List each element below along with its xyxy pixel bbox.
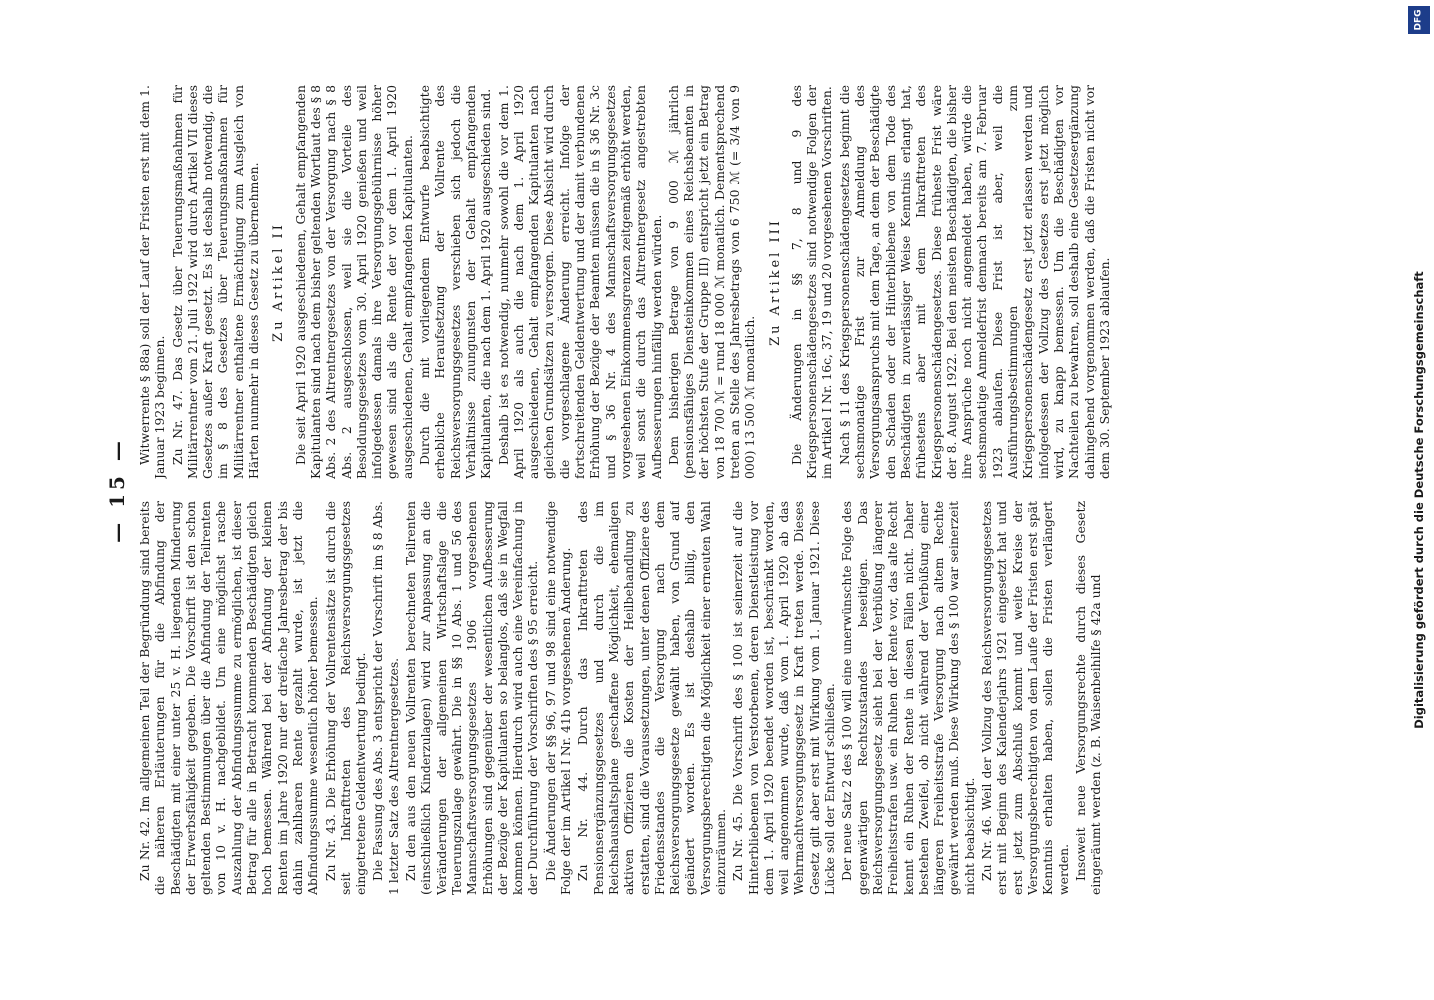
paragraph: Witwerrente § 88a) soll der Lauf der Fristen erst mit dem 1. Januar 1923 beginnen. bbox=[137, 85, 168, 479]
document-page bbox=[105, 85, 1315, 895]
paragraph: Die seit April 1920 ausgeschiedenen, Gehalt empfangenden Kapitulanten sind nach dem bisher geltenden Wortlaut des § 8 Abs. 2 des Altrentnergesetzes von der Versorgung nach § 8 Abs. 2 ausgeschlossen, weil sie die Vorteile des Besoldungsgesetzes vom 30. April 1920 genießen und weil infolgedessen damals ihre Versorgungsgebührnisse höher gewesen sind als die Rente der vor dem 1. April 1920 ausgeschiedenen, Gehalt empfangenden Kapitulanten. bbox=[292, 85, 415, 479]
column-right bbox=[137, 85, 1307, 479]
digitization-sidebar bbox=[1404, 0, 1434, 1000]
paragraph: Dem bisherigen Betrage von 9 000 ℳ jährlich (pensionsfähiges Diensteinkommen eines Reichsbeamten in der höchsten Stufe der Gruppe III) entspricht jetzt ein Betrag von 18 700 ℳ = rund 18 000 ℳ monatlich. Dementsprechend treten an Stelle des Jahresbetrags von 6 750 ℳ (= 3/4 von 9 000) 13 500 ℳ monatlich. bbox=[665, 85, 758, 479]
section-heading: Zu Artikel II bbox=[271, 222, 287, 342]
paragraph: Die Änderungen in §§ 7, 8 und 9 des Kriegspersonenschädengesetzes sind notwendige Folgen der im Artikel I Nr. 16c, 37, 19 und 20 vorgesehenen Vorschriften. bbox=[788, 85, 835, 479]
paragraph: Nach § 11 des Kriegspersonenschädengesetzes beginnt die sechsmonatige Frist zur Anmeldung des Versorgungsanspruchs mit dem Tage, an dem der Beschädigte den Schaden oder der Hinterbliebene von dem Tode des Beschädigten in zuverlässiger Weise Kenntnis erlangt hat, frühestens aber mit dem Inkrafttreten des Kriegspersonenschädengesetzes. Diese früheste Frist wäre der 8. August 1922. Bei den meisten Beschädigten, die bisher ihre Ansprüche noch nicht angemeldet haben, würde die sechsmonatige Anmeldefrist demnach bereits am 7. Februar 1923 ablaufen. Diese Frist ist aber, weil die Ausführungsbestimmungen zum Kriegspersonenschädengesetz erst jetzt erlassen werden und infolgedessen der Vollzug des Gesetzes erst jetzt möglich wird, zu knapp bemessen. Um die Beschädigten vor Nachteilen zu bewahren, soll deshalb eine Gesetzesergänzung dahingehend vorgenommen werden, daß die Fristen nicht vor dem 30. September 1923 ablaufen. bbox=[836, 85, 1112, 479]
column-left bbox=[137, 501, 1307, 895]
paragraph: Deshalb ist es notwendig, nunmehr sowohl die vor dem 1. April 1920 als auch die nach dem 1. April 1920 ausgeschiedenen, Gehalt empfangenden Kapitulanten nach gleichen Grundsätzen zu versorgen. Diese Absicht wird durch die vorgeschlagene Änderung erreicht. Infolge der fortschreitenden Geldentwertung und der damit verbundenen Erhöhung der Bezüge der Beamten müssen die in § 36 Nr. 3c und § 36 Nr. 4 des Mannschaftsversorgungsgesetzes vorgesehenen Einkommensgrenzen zeitgemäß erhöht werden, weil sonst die durch das Altrentnergesetz angestrebten Aufbesserungen hinfällig werden würden. bbox=[495, 85, 664, 479]
paragraph: Zu Nr. 46. Weil der Vollzug des Reichsversorgungsgesetzes erst mit Beginn des Kalenderjahrs 1921 eingesetzt hat und erst jetzt zum Abschluß kommt und weite Kreise der Versorgungsberechtigten von dem Laufe der Fristen erst spät Kenntnis erhalten haben, sollen die Fristen verlängert werden. bbox=[979, 501, 1071, 895]
paragraph: Die Änderungen der §§ 96, 97 und 98 sind eine notwendige Folge der im Artikel I Nr. 41b vorgesehenen Änderung. bbox=[542, 501, 574, 895]
paragraph: Zu Nr. 47. Das Gesetz über Teuerungsmaßnahmen für Militärrentner vom 21. Juli 1922 wird durch Artikel VII dieses Gesetzes außer Kraft gesetzt. Es ist deshalb notwendig, die im § 8 des Gesetzes über Teuerungsmaßnahmen für Militärrentner enthaltene Ermächtigung zum Ausgleich von Härten nunmehr in dieses Gesetz zu übernehmen. bbox=[169, 85, 262, 479]
paragraph: Zu Nr. 42. Im allgemeinen Teil der Begründung sind bereits die näheren Erläuterungen für die Abfindung der Beschädigten mit einer unter 25 v. H. liegenden Minderung der Erwerbsfähigkeit gegeben. Die Vorschrift ist den schon geltenden Bestimmungen über die Abfindung der Teilrenten von 10 v. H. nachgebildet. Um eine möglichst rasche Auszahlung der Abfindungssumme zu ermöglichen, ist dieser Betrag für alle in Betracht kommenden Beschädigten gleich hoch bemessen. Während bei der Abfindung der kleinen Renten im Jahre 1920 nur der dreifache Jahresbetrag der bis dahin zahlbaren Rente gezahlt wurde, ist jetzt die Abfindungssumme wesentlich höher bemessen. bbox=[137, 501, 321, 895]
paragraph: Zu Nr. 44. Durch das Inkrafttreten des Pensionsergänzungsgesetzes und durch die im Reichshaushaltsplane geschaffene Möglichkeit, ehemaligen aktiven Offizieren die Kosten der Heilbehandlung zu erstatten, sind die Voraussetzungen, unter denen Offiziere des Friedensstandes die Versorgung nach dem Reichsversorgungsgesetze gewählt haben, von Grund auf geändert worden. Es ist deshalb billig, den Versorgungsberechtigten die Möglichkeit einer erneuten Wahl einzuräumen. bbox=[575, 501, 728, 895]
paragraph: Der neue Satz 2 des § 100 will eine unerwünschte Folge des gegenwärtigen Rechtszustandes beseitigen. Das Reichsversorgungsgesetz sieht bei der Verbüßung längerer Freiheitsstrafen usw. ein Ruhen der Rente vor, das alte Recht kennt ein Ruhen der Rente in diesen Fällen nicht. Daher bestehen Zweifel, ob nicht während der Verbüßung einer längeren Freiheitsstrafe Versorgung nach altem Rechte gewährt werden muß. Diese Wirkung des § 100 war seinerzeit nicht beabsichtigt. bbox=[839, 501, 977, 895]
paragraph: Zu Nr. 43. Die Erhöhung der Vollrentensätze ist durch die seit Inkrafttreten des Reichsversorgungsgesetzes eingetretene Geldentwertung bedingt. bbox=[322, 501, 369, 895]
text-columns bbox=[137, 85, 1307, 895]
paragraph: Durch die mit vorliegendem Entwurfe beabsichtigte erhebliche Heraufsetzung der Vollrente des Reichsversorgungsgesetzes verschieben sich jedoch die Verhältnisse zuungunsten der Gehalt empfangenden Kapitulanten, die nach dem 1. April 1920 ausgeschieden sind. bbox=[417, 85, 494, 479]
paragraph: Zu den aus den neuen Vollrenten berechneten Teilrenten (einschließlich Kinderzulagen) wird zur Anpassung an die Veränderungen der allgemeinen Wirtschaftslage die Teuerungszulage gewährt. Die in §§ 10 Abs. 1 und 56 des Mannschaftsversorgungsgesetzes 1906 vorgesehenen Erhöhungen sind gegenüber der wesentlichen Aufbesserung der Bezüge der Kapitulanten so belanglos, daß sie in Wegfall kommen können. Hierdurch wird auch eine Vereinfachung in der Durchführung der Vorschriften des § 95 erreicht. bbox=[403, 501, 541, 895]
paragraph: Die Fassung des Abs. 3 entspricht der Vorschrift im § 8 Abs. 1 letzter Satz des Altrentnergesetzes. bbox=[370, 501, 401, 895]
page-number: — 15 — bbox=[105, 437, 129, 543]
paragraph: Insoweit neue Versorgungsrechte durch dieses Gesetz eingeräumt werden (z. B. Waisenbeihilfe § 42a und bbox=[1072, 501, 1104, 895]
digitization-note: Digitalisierung gefördert durch die Deutsche Forschungsgemeinschaft bbox=[1412, 271, 1426, 729]
paragraph: Zu Nr. 45. Die Vorschrift des § 100 ist seinerzeit auf die Hinterbliebenen von Verstorbenen, deren Dienstleistung vor dem 1. April 1920 beendet worden ist, beschränkt worden, weil angenommen wurde, daß vom 1. April 1920 ab das Wehrmachtversorgungsgesetz in Kraft treten werde. Dieses Gesetz gilt aber erst mit Wirkung vom 1. Januar 1921. Diese Lücke soll der Entwurf schließen. bbox=[730, 501, 838, 895]
section-heading: Zu Artikel III bbox=[767, 218, 783, 346]
dfg-logo: DFG bbox=[1408, 6, 1430, 34]
